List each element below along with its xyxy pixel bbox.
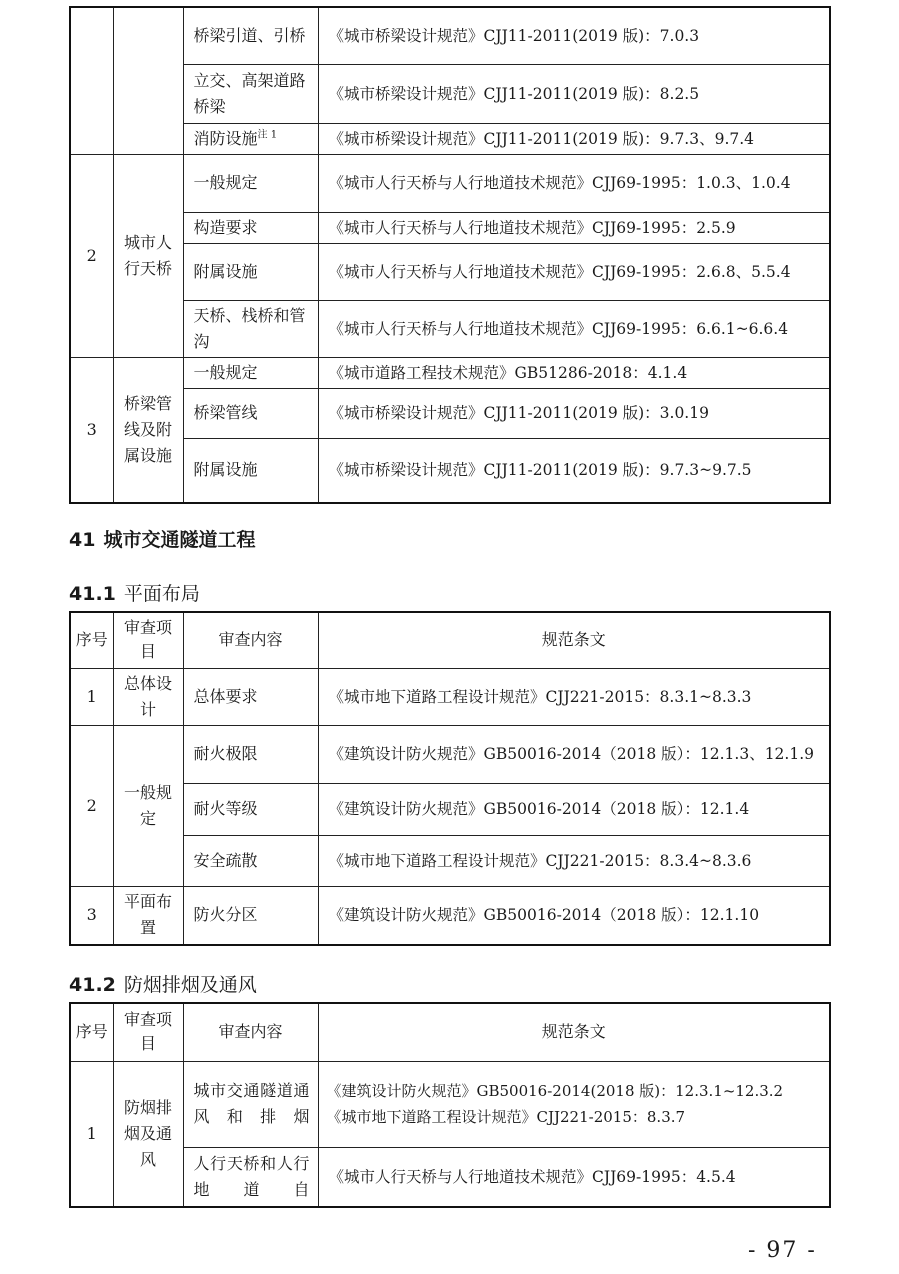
table-cell-item: 桥梁引道、引桥: [183, 7, 318, 64]
table-cell-ref: 《城市桥梁设计规范》CJJ11-2011(2019 版)：9.7.3~9.7.5: [318, 438, 830, 503]
table-cell-ref: 《城市人行天桥与人行地道技术规范》CJJ69-1995：6.6.1~6.6.4: [318, 300, 830, 357]
table-cell-no: 3: [70, 357, 113, 503]
table-cell-no: 3: [70, 886, 113, 945]
table-cell-project: 一般规定: [113, 725, 183, 886]
table-cell-no: 1: [70, 668, 113, 725]
smoke-ventilation-table: [69, 1002, 831, 1208]
table-cell-item: 耐火等级: [183, 783, 318, 835]
section-title: 城市交通隧道工程: [103, 529, 256, 551]
table-cell-item: 附属设施: [183, 243, 318, 300]
header-project: 审查项目: [113, 612, 183, 668]
section-number: 41: [69, 529, 96, 551]
table-cell-project: 总体设计: [113, 668, 183, 725]
table-cell-ref: 《建筑设计防火规范》GB50016-2014（2018 版）：12.1.10: [318, 886, 830, 945]
header-content: 审查内容: [183, 612, 318, 668]
page-number: - 97 -: [748, 1238, 817, 1263]
subsection-heading-41-2: [69, 970, 257, 997]
header-no: 序号: [70, 612, 113, 668]
table-cell-project: [113, 7, 183, 154]
table-cell-ref: 《城市人行天桥与人行地道技术规范》CJJ69-1995：2.6.8、5.5.4: [318, 243, 830, 300]
table-cell-ref: [318, 1061, 830, 1147]
subsection-number: 41.2: [69, 974, 116, 996]
table-cell-item: 耐火极限: [183, 725, 318, 783]
table-cell-item: 总体要求: [183, 668, 318, 725]
table-cell-project: 防烟排烟及通风: [113, 1061, 183, 1207]
subsection-heading-41-1: [69, 579, 200, 606]
table-cell-ref: 《城市桥梁设计规范》CJJ11-2011(2019 版)：9.7.3、9.7.4: [318, 123, 830, 154]
footnote-marker: 注 1: [257, 129, 278, 141]
table-cell-item: 人行天桥和人行地道自: [183, 1147, 318, 1207]
table-cell-item: 安全疏散: [183, 835, 318, 886]
table-cell-ref: 《城市人行天桥与人行地道技术规范》CJJ69-1995：1.0.3、1.0.4: [318, 154, 830, 212]
table-cell-item: [183, 123, 318, 154]
table-cell-ref: 《城市人行天桥与人行地道技术规范》CJJ69-1995：2.5.9: [318, 212, 830, 243]
table-cell-item: 桥梁管线: [183, 388, 318, 438]
table-cell-item: 防火分区: [183, 886, 318, 945]
table-cell-ref: 《城市桥梁设计规范》CJJ11-2011(2019 版)：7.0.3: [318, 7, 830, 64]
table-cell-ref: 《城市地下道路工程设计规范》CJJ221-2015：8.3.4~8.3.6: [318, 835, 830, 886]
table-cell-no: [70, 7, 113, 154]
ref-line: 《建筑设计防火规范》GB50016-2014(2018 版)：12.3.1~12.3.2: [326, 1082, 784, 1100]
table-cell-no: 2: [70, 154, 113, 357]
table-cell-item: 一般规定: [183, 357, 318, 388]
table-cell-item: 附属设施: [183, 438, 318, 503]
table-cell-ref: 《建筑设计防火规范》GB50016-2014（2018 版）：12.1.4: [318, 783, 830, 835]
table-cell-ref: 《城市人行天桥与人行地道技术规范》CJJ69-1995：4.5.4: [318, 1147, 830, 1207]
table-cell-item: 天桥、栈桥和管沟: [183, 300, 318, 357]
table-cell-no: 1: [70, 1061, 113, 1207]
table-cell-ref: 《城市桥梁设计规范》CJJ11-2011(2019 版)：8.2.5: [318, 64, 830, 123]
subsection-title: 防烟排烟及通风: [123, 974, 257, 996]
subsection-title: 平面布局: [123, 583, 200, 605]
table-cell-item: 立交、高架道路桥梁: [183, 64, 318, 123]
table-cell-project: 桥梁管线及附属设施: [113, 357, 183, 503]
section-heading-41: [69, 525, 255, 552]
plan-layout-table: [69, 611, 831, 946]
table-cell-item: 构造要求: [183, 212, 318, 243]
table-cell-project: 城市人行天桥: [113, 154, 183, 357]
header-no: 序号: [70, 1003, 113, 1061]
ref-line: 《城市地下道路工程设计规范》CJJ221-2015：8.3.7: [326, 1108, 686, 1126]
table-cell-ref: 《建筑设计防火规范》GB50016-2014（2018 版）：12.1.3、12.1.9: [318, 725, 830, 783]
table-cell-ref: 《城市桥梁设计规范》CJJ11-2011(2019 版)：3.0.19: [318, 388, 830, 438]
table-cell-item: 城市交通隧道通风和排烟: [183, 1061, 318, 1147]
table-cell-ref: 《城市道路工程技术规范》GB51286-2018：4.1.4: [318, 357, 830, 388]
header-content: 审查内容: [183, 1003, 318, 1061]
bridge-continuation-table: [69, 6, 831, 504]
header-ref: 规范条文: [318, 1003, 830, 1061]
table-cell-no: 2: [70, 725, 113, 886]
table-cell-ref: 《城市地下道路工程设计规范》CJJ221-2015：8.3.1~8.3.3: [318, 668, 830, 725]
table-cell-item: 一般规定: [183, 154, 318, 212]
subsection-number: 41.1: [69, 583, 116, 605]
table-cell-project: 平面布置: [113, 886, 183, 945]
header-project: 审查项目: [113, 1003, 183, 1061]
header-ref: 规范条文: [318, 612, 830, 668]
item-text: 消防设施: [193, 128, 258, 148]
